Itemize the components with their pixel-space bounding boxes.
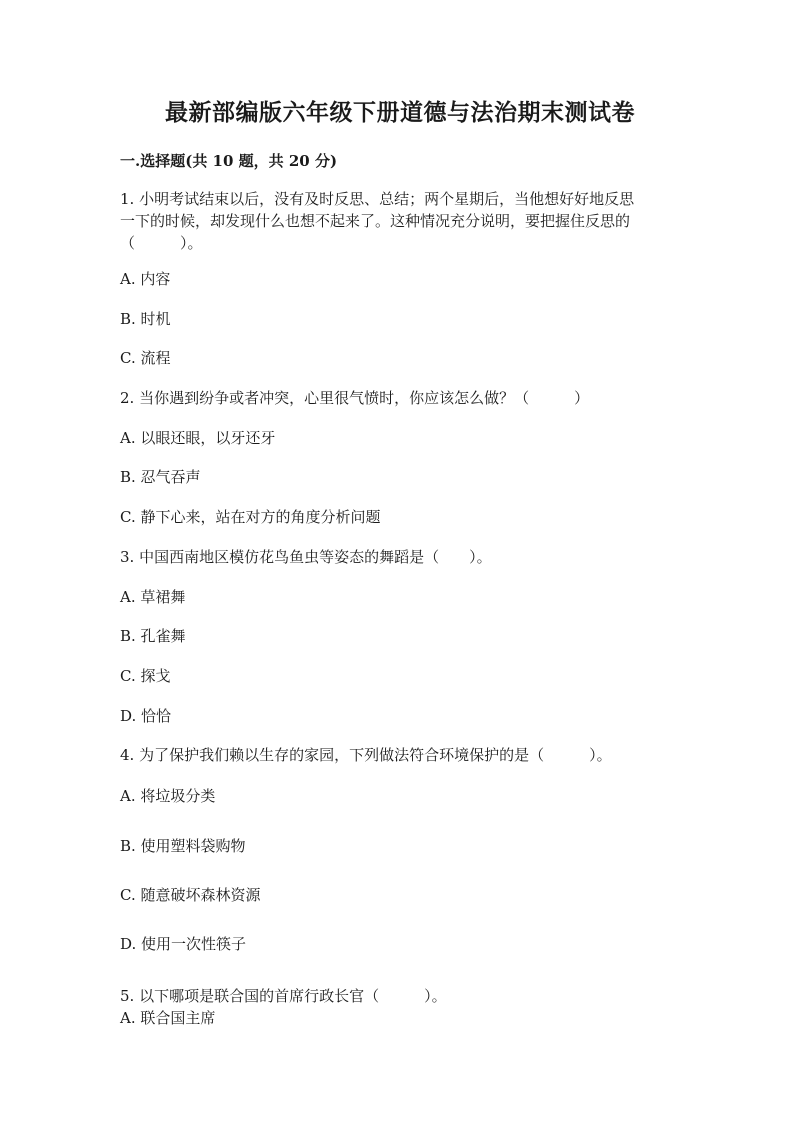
- question-4-stem: 4. 为了保护我们赖以生存的家园，下列做法符合环境保护的是（ ）。: [120, 746, 612, 764]
- question-1-stem-line-1: 1. 小明考试结束以后，没有及时反思、总结；两个星期后，当他想好好地反思: [120, 190, 635, 208]
- question-5-stem: 5. 以下哪项是联合国的首席行政长官（ ）。: [120, 987, 447, 1005]
- question-1-option-b: B. 时机: [120, 310, 171, 328]
- question-4-option-c: C. 随意破坏森林资源: [120, 886, 261, 904]
- question-1-option-a: A. 内容: [120, 270, 171, 288]
- question-3-option-c: C. 探戈: [120, 667, 171, 685]
- question-2-option-a: A. 以眼还眼，以牙还牙: [120, 429, 276, 447]
- question-1-option-c: C. 流程: [120, 349, 171, 367]
- question-4-option-a: A. 将垃圾分类: [120, 787, 216, 805]
- question-2-stem: 2. 当你遇到纷争或者冲突，心里很气愤时，你应该怎么做？（ ）: [120, 389, 590, 407]
- question-3-option-a: A. 草裙舞: [120, 588, 186, 606]
- question-2-option-c: C. 静下心来，站在对方的角度分析问题: [120, 508, 381, 526]
- question-3-option-b: B. 孔雀舞: [120, 627, 186, 645]
- question-3-option-d: D. 恰恰: [120, 707, 172, 725]
- question-5-option-a: A. 联合国主席: [120, 1009, 216, 1027]
- question-1-stem-line-2: 一下的时候，却发现什么也想不起来了。这种情况充分说明，要把握住反思的: [120, 212, 631, 230]
- question-4-option-b: B. 使用塑料袋购物: [120, 837, 246, 855]
- exam-title: 最新部编版六年级下册道德与法治期末测试卷: [165, 99, 635, 126]
- question-1-stem-line-3: （ ）。: [120, 234, 203, 252]
- question-2-option-b: B. 忍气吞声: [120, 468, 201, 486]
- question-3-stem: 3. 中国西南地区模仿花鸟鱼虫等姿态的舞蹈是（ ）。: [120, 548, 492, 566]
- section-heading: 一.选择题(共 10 题，共 20 分): [120, 152, 338, 170]
- question-4-option-d: D. 使用一次性筷子: [120, 935, 247, 953]
